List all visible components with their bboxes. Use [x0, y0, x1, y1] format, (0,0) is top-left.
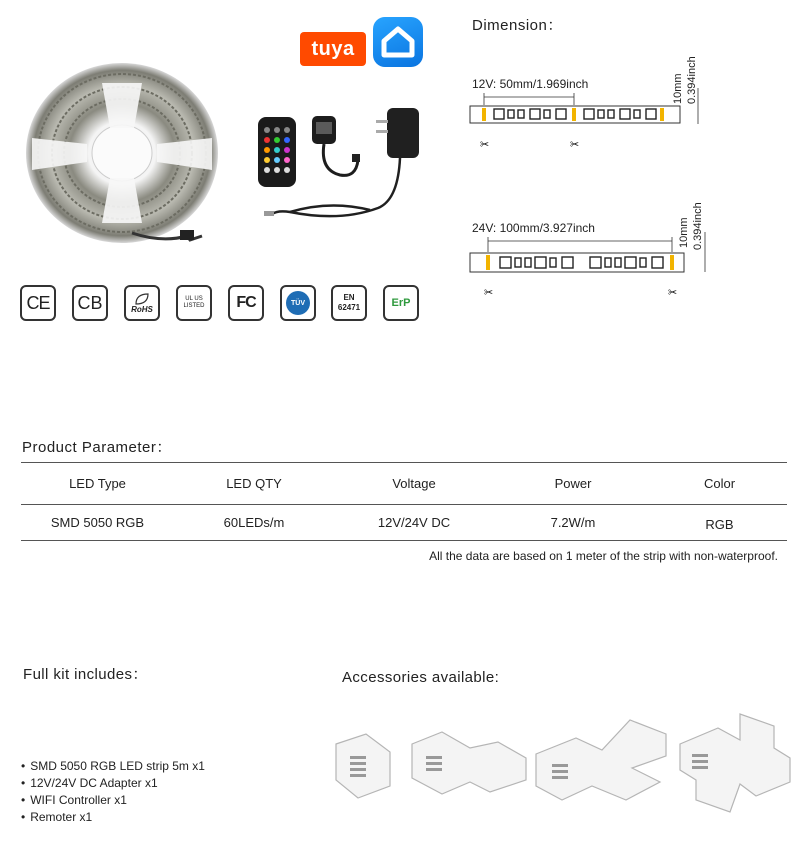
dimension-title: Dimension：: [472, 17, 563, 34]
product-parameter-title: Product Parameter：: [22, 439, 172, 456]
strip-12v-height-mm: 10mm: [672, 73, 684, 104]
list-item: • WIFI Controller x1: [21, 792, 205, 809]
svg-text:✂: ✂: [480, 138, 490, 151]
strip-24v-label: 24V: 100mm/3.927inch: [472, 221, 595, 235]
table-row: [21, 505, 787, 541]
list-item: • SMD 5050 RGB LED strip 5m x1: [21, 758, 205, 775]
parameter-note: All the data are based on 1 meter of the strip with non-waterproof.: [429, 549, 778, 563]
led-strip-reel-image: [22, 58, 222, 253]
connector-accessories-image: [330, 708, 795, 818]
fcc-badge: FC: [228, 285, 264, 321]
rohs-badge: RoHS: [124, 285, 160, 321]
table-cell: 7.2W/m: [494, 505, 652, 541]
cb-badge: CB: [72, 285, 108, 321]
svg-text:✂: ✂: [484, 286, 494, 299]
kit-list: [21, 758, 205, 826]
strip-24v-height-mm: 10mm: [678, 217, 690, 248]
strip-24v-diagram: [468, 232, 713, 302]
table-cell: SMD 5050 RGB: [21, 505, 174, 541]
strip-24v-height-inch: 0.394inch: [692, 202, 704, 250]
svg-text:✂: ✂: [668, 286, 678, 299]
product-parameter-table: [21, 462, 787, 541]
tuv-badge: TÜV: [280, 285, 316, 321]
ul-listed-badge: UL US LISTED: [176, 285, 212, 321]
erp-badge: ErP: [383, 285, 419, 321]
column-header: LED Type: [21, 463, 174, 505]
smart-home-app-icon: [373, 17, 423, 67]
kit-accessories-image: [250, 100, 425, 228]
column-header: LED QTY: [174, 463, 334, 505]
svg-text:✂: ✂: [570, 138, 580, 151]
table-cell: 60LEDs/m: [174, 505, 334, 541]
leaf-icon: [134, 292, 150, 306]
table-cell: 12V/24V DC: [334, 505, 494, 541]
table-cell: RGB: [652, 505, 787, 541]
column-header: Voltage: [334, 463, 494, 505]
en62471-badge: EN 62471: [331, 285, 367, 321]
list-item: • 12V/24V DC Adapter x1: [21, 775, 205, 792]
tuya-logo: [300, 32, 366, 66]
table-header-row: [21, 463, 787, 505]
column-header: Color: [652, 463, 787, 505]
ce-badge: CE: [20, 285, 56, 321]
tuya-logo-text: tuya: [311, 37, 355, 60]
house-icon: [373, 17, 423, 67]
column-header: Power: [494, 463, 652, 505]
strip-12v-label: 12V: 50mm/1.969inch: [472, 77, 589, 91]
list-item: • Remoter x1: [21, 809, 205, 826]
strip-12v-height-inch: 0.394inch: [686, 56, 698, 104]
accessories-title: Accessories available:: [342, 669, 500, 686]
full-kit-title: Full kit includes：: [23, 666, 148, 683]
